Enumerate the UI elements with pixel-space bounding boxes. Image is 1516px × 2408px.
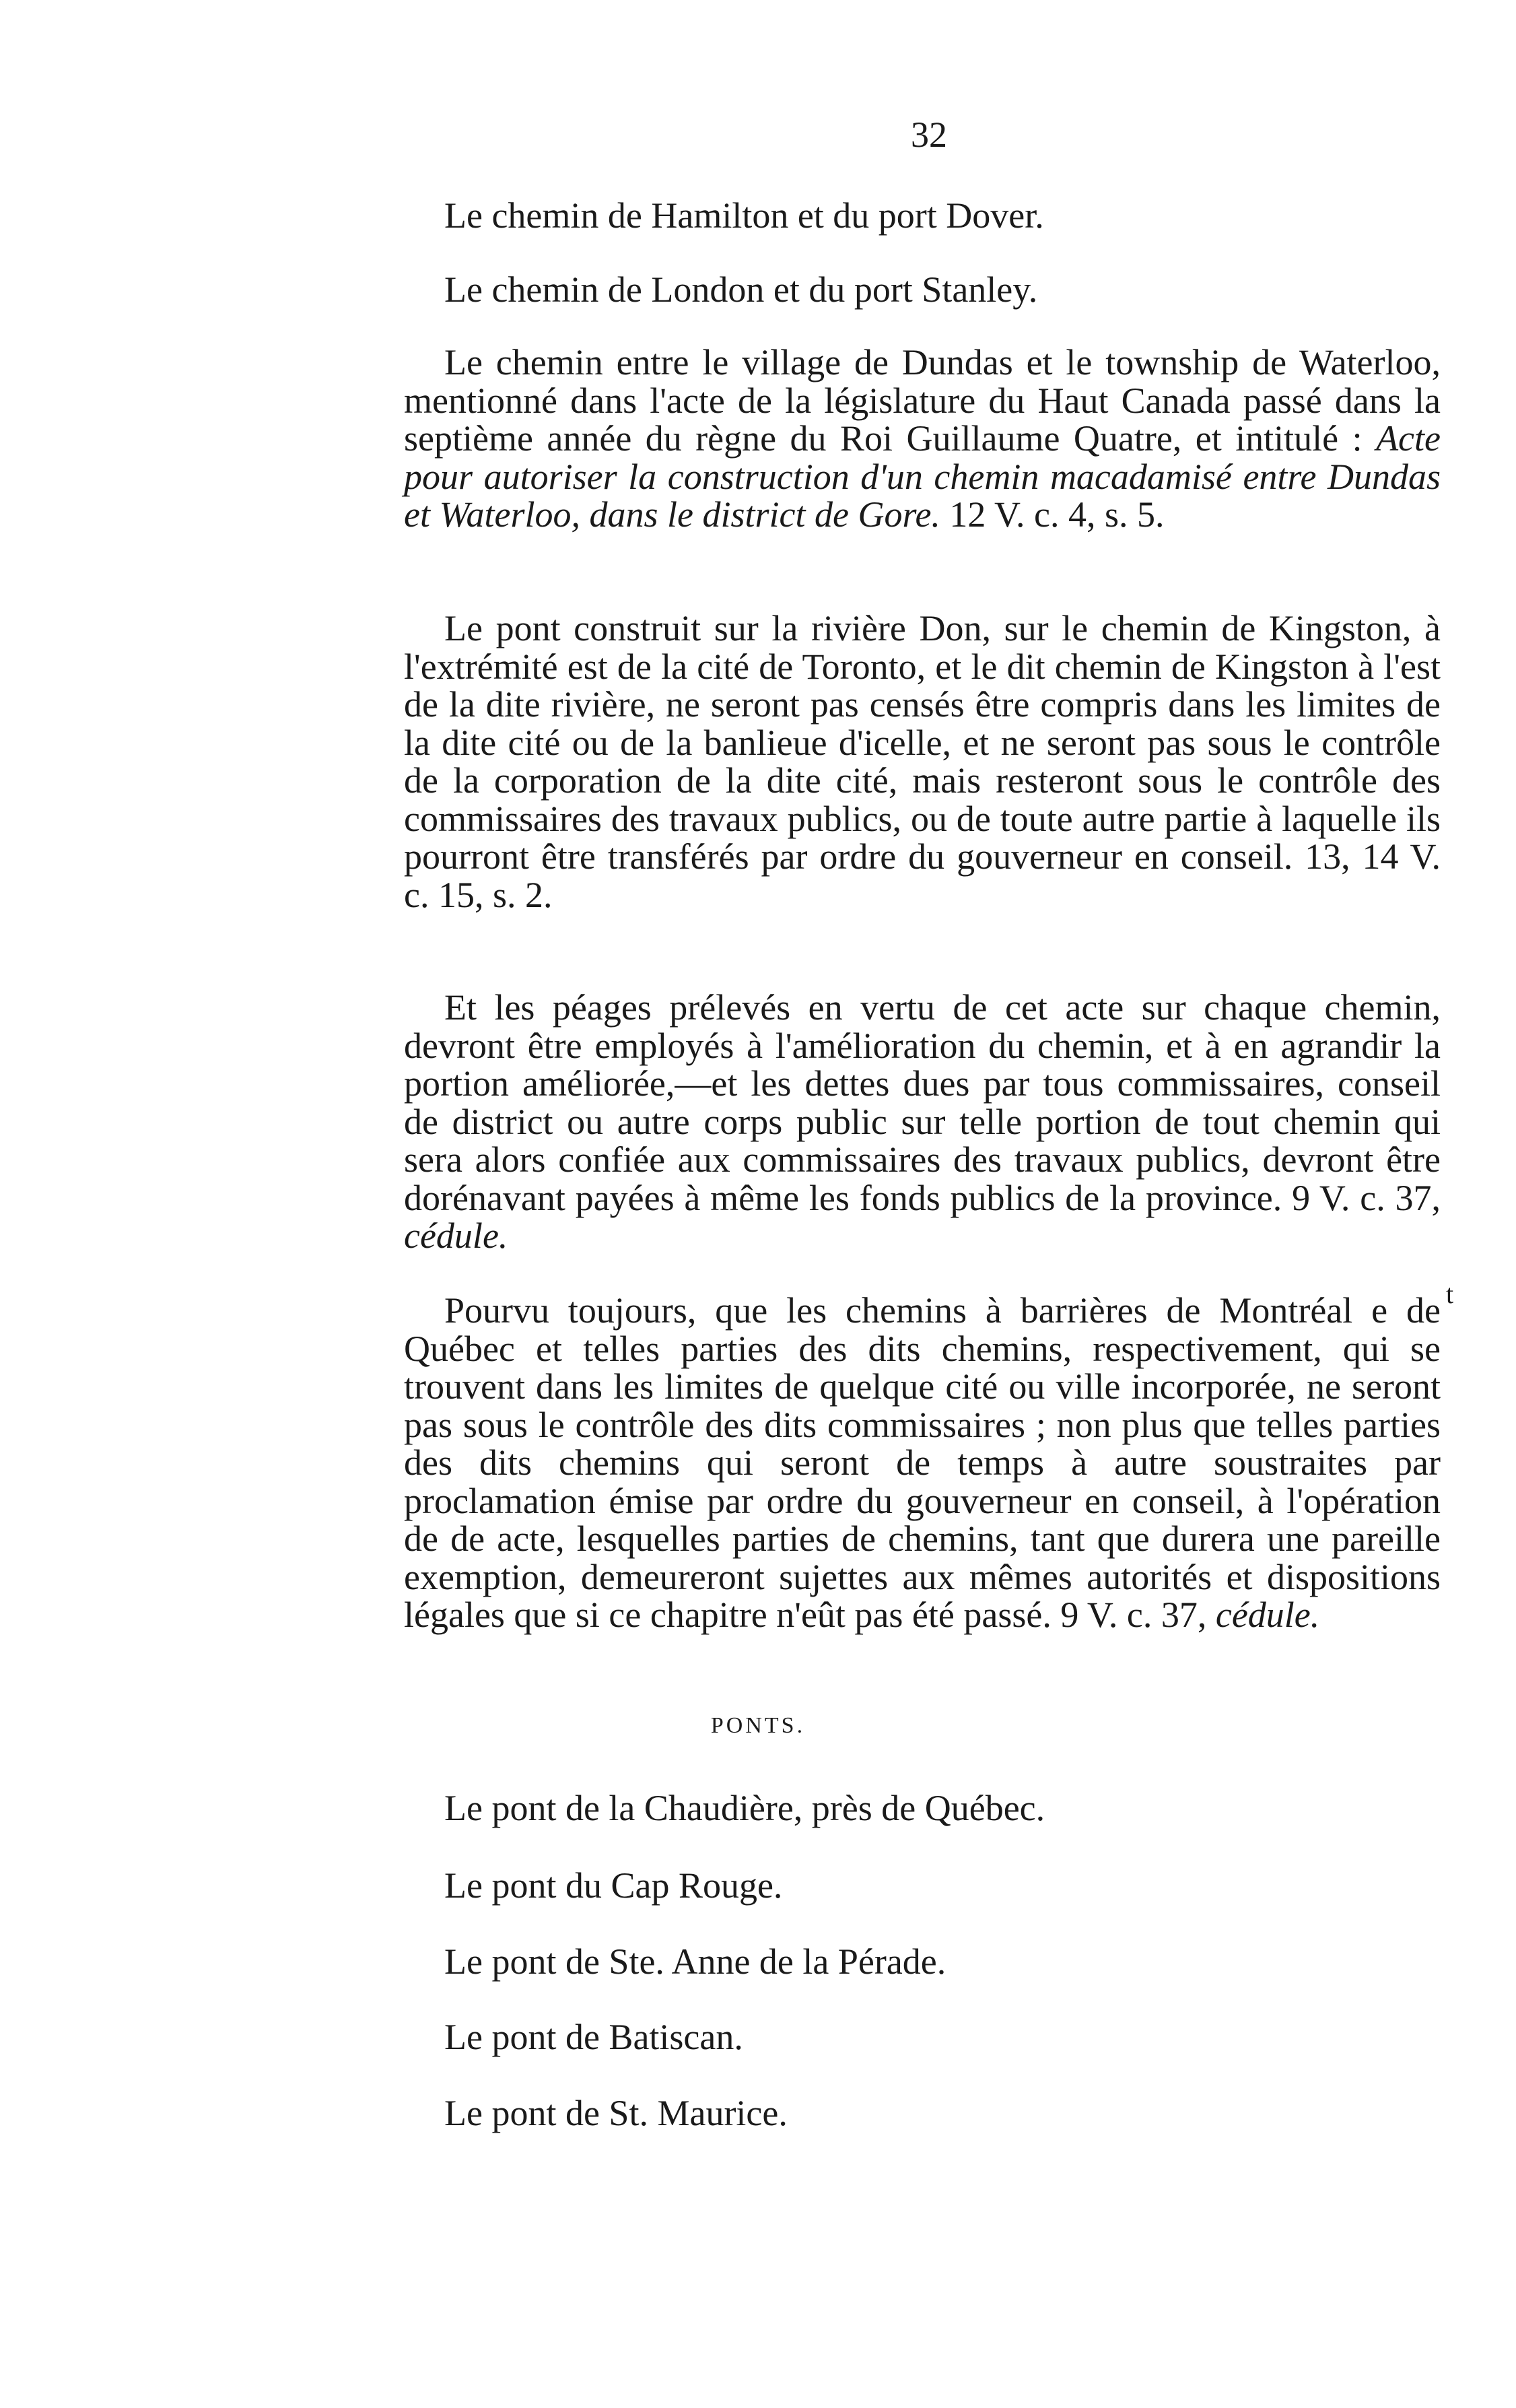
paragraph-pourvu (404, 1292, 1441, 1634)
citation-dundas: 12 V. c. 4, s. 5. (940, 494, 1165, 535)
bridge-entry-ste-anne: Le pont de Ste. Anne de la Pérade. (444, 1941, 946, 1982)
act-title: Acte pour autoriser la construction d'un chemin macadamisé entre Dundas et Waterloo, dans le district de Gore. (404, 418, 1441, 535)
citation-pourvu-schedule: cédule. (1215, 1595, 1320, 1635)
bridge-entry-st-maurice: Le pont de St. Maurice. (444, 2093, 788, 2133)
road-entry-hamilton: Le chemin de Hamilton et du port Dover. (444, 195, 1044, 236)
paragraph-dundas-text: Le chemin entre le village de Dundas et le township de Waterloo, mentionné dans l'acte de la législature du Haut Canada passé dans la septième année du règne du Roi Guillaume Quatre, et intitulé : (404, 342, 1441, 459)
paragraph-don-text: Le pont construit sur la rivière Don, sur le chemin de Kingston, à l'extrémité est de la cité de Toronto, et le dit chemin de Kingston à l'est de la dite rivière, ne seront pas censés être compris dans les limites de la dite cité ou de la banlieue d'icelle, et ne seront pas sous le contrôle de la corporation de la dite cité, mais resteront sous le contrôle des commissaires des travaux publics, ou de toute autre partie à laquelle ils pourront être transférés par ordre du gouverneur en conseil. (404, 608, 1441, 877)
paragraph-peages (404, 989, 1441, 1255)
paragraph-peages-text: Et les péages prélevés en vertu de cet acte sur chaque chemin, devront être employés à l'amélioration du chemin, et à en agrandir la portion améliorée,—et les dettes dues par tous commissaires, conseil de district ou autre corps public sur telle portion de tout chemin qui sera alors confiée aux commissaires des travaux publics, devront être dorénavant payées à même les fonds publics de la province. (404, 987, 1441, 1218)
paragraph-don-bridge (404, 609, 1441, 914)
paragraph-dundas-waterloo (404, 343, 1441, 534)
citation-pourvu: 9 V. c. 37, (1051, 1595, 1216, 1635)
bridge-entry-chaudiere: Le pont de la Chaudière, près de Québec. (444, 1788, 1045, 1828)
citation-peages-schedule: cédule. (404, 1215, 508, 1256)
section-heading-ponts: PONTS. (710, 1713, 806, 1738)
paragraph-pourvu-text: Pourvu toujours, que les chemins à barrières de Montréal e de Québec et telles parties des dits chemins, respectivement, qui se trouvent dans les limites de quelque cité ou ville incorporée, ne seront pas sous le contrôle des dits commissaires ; non plus que telles parties des dits chemins qui seront de temps à autre soustraites par proclamation émise par ordre du gouverneur en conseil, à l'opération de de acte, lesquelles parties de chemins, tant que durera une pareille exemption, demeureront sujettes aux mêmes autorités et dispositions légales que si ce chapitre n'eût pas été passé. (404, 1290, 1441, 1635)
road-entry-london: Le chemin de London et du port Stanley. (444, 269, 1038, 310)
page-number: 32 (911, 114, 947, 155)
citation-don: 13, 14 V. c. 15, s. 2. (404, 836, 1441, 915)
marginal-letter: t (1446, 1279, 1454, 1309)
bridge-entry-cap-rouge: Le pont du Cap Rouge. (444, 1865, 783, 1906)
bridge-entry-batiscan: Le pont de Batiscan. (444, 2017, 743, 2057)
citation-peages: 9 V. c. 37, (1282, 1177, 1441, 1218)
